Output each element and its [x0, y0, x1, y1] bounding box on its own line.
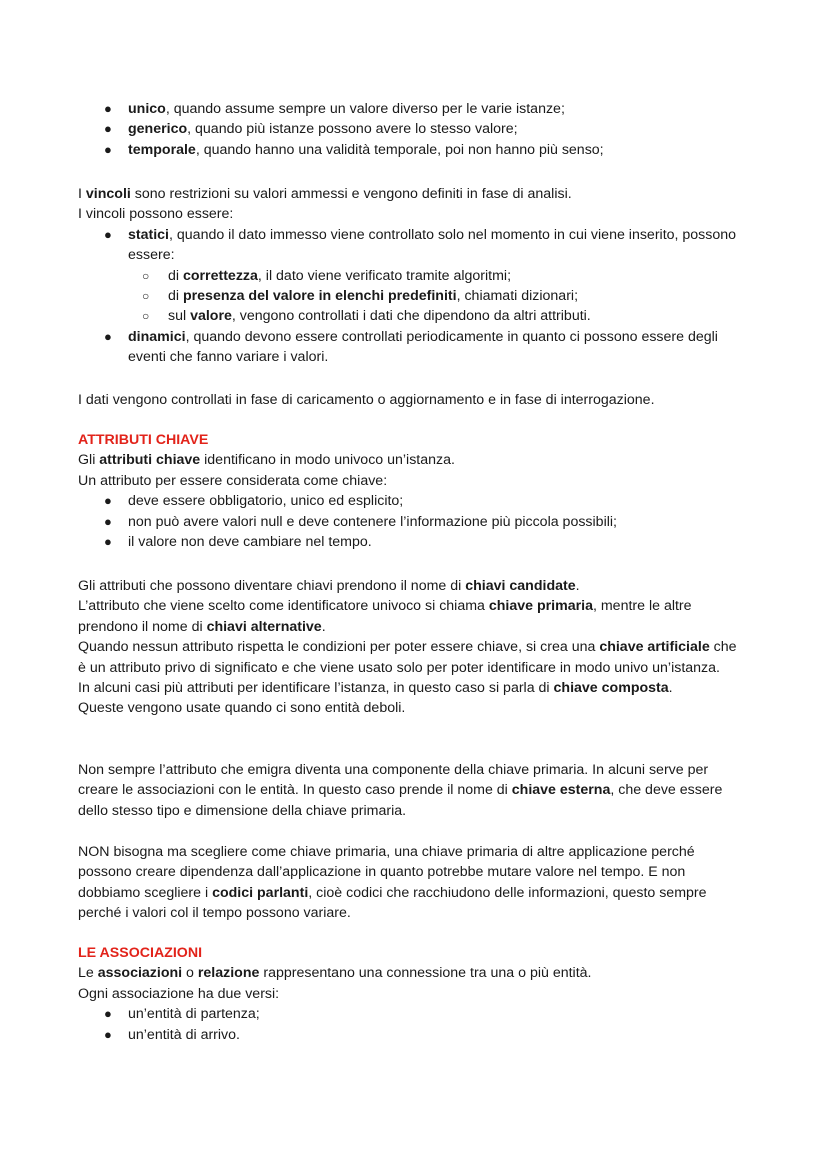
paragraph: I dati vengono controllati in fase di caricamento o aggiornamento e in fase di interrogazione. [78, 392, 655, 408]
disc-bullet-icon: ● [104, 534, 112, 550]
disc-bullet-icon: ● [104, 328, 112, 344]
term: unico [128, 101, 166, 117]
list-item: ● statici, quando il dato immesso viene controllato solo nel momento in cui viene inserito, possono essere: ○ di correttezza, il dato viene verificato tramite algoritmi; ○ di presenza del valore in elenchi predefiniti, chiamati dizionari; ○ sul valore, vengono controllati i dati che dipendono da altri attributi. [78, 225, 748, 327]
disc-bullet-icon: ● [104, 121, 112, 137]
sub-list-item: ○ di presenza del valore in elenchi predefiniti, chiamati dizionari; [78, 286, 748, 306]
section-heading: ATTRIBUTI CHIAVE [78, 432, 209, 448]
chiavi-paragraphs [78, 576, 748, 719]
term: temporale [128, 141, 196, 158]
paragraph: Gli attributi chiave identificano in modo univoco un’istanza. [78, 452, 455, 469]
paragraph: NON bisogna ma scegliere come chiave primaria, una chiave primaria di altre applicazione perché possono creare dipendenza dall’applicazione in quanto potrebbe mutare valore nel tempo. E non dobbiamo scegliere i codici parlanti, cioè codici che racchiudono delle informazioni, questo sempre perché i valori col il tempo possono variare. [78, 844, 707, 922]
circle-bullet-icon: ○ [142, 309, 150, 324]
list-item: ● deve essere obbligatorio, unico ed esplicito; [78, 491, 748, 511]
list-item: ● dinamici, quando devono essere controllati periodicamente in quanto ci possono essere degli eventi che fanno variare i valori. [104, 328, 718, 366]
attributi-chiave-section [78, 430, 748, 552]
list-item: ● un’entità di arrivo. [78, 1025, 748, 1045]
disc-bullet-icon: ● [104, 493, 112, 509]
paragraph: Quando nessun attributo rispetta le condizioni per poter essere chiave, si crea una chiave artificiale che è un attributo privo di significato e che viene usato solo per poter identificare in modo univo un’istanza. [78, 639, 737, 676]
paragraph: Un attributo per essere considerata come chiave: [78, 472, 388, 489]
list-item: ● non può avere valori null e deve contenere l’informazione più piccola possibili; [78, 512, 748, 532]
paragraph: Non sempre l’attributo che emigra diventa una componente della chiave primaria. In alcuni serve per creare le associazioni con le entità. In questo caso prende il nome di chiave esterna, che deve essere dello stesso tipo e dimensione della chiave primaria. [78, 762, 723, 819]
disc-bullet-icon: ● [104, 101, 112, 116]
paragraph: I vincoli possono essere: [78, 206, 234, 223]
paragraph: L’attributo che viene scelto come identificatore univoco si chiama chiave primaria, mentre le altre prendono il nome di chiavi alternative. [78, 598, 692, 635]
attribute-types-list [78, 99, 748, 160]
disc-bullet-icon: ● [104, 1006, 112, 1022]
section-heading: LE ASSOCIAZIONI [78, 945, 203, 961]
paragraph: Gli attributi che possono diventare chiavi prendono il nome di chiavi candidate. [78, 578, 580, 594]
list-item: ● il valore non deve cambiare nel tempo. [78, 532, 748, 552]
list-item [78, 119, 748, 139]
list-item [78, 140, 748, 160]
associazioni-section [78, 943, 748, 1045]
item-text: , quando hanno una validità temporale, poi non hanno più senso; [195, 141, 604, 158]
disc-bullet-icon: ● [104, 141, 112, 157]
sub-list-item: ○ di correttezza, il dato viene verificato tramite algoritmi; [78, 266, 748, 286]
term: generico [128, 121, 188, 138]
paragraph: In alcuni casi più attributi per identificare l’istanza, in questo caso si parla di chiave composta. [78, 680, 673, 697]
vincoli-section [78, 184, 748, 368]
paragraph: I vincoli sono restrizioni su valori ammessi e vengono definiti in fase di analisi. [78, 186, 572, 202]
paragraph: Ogni associazione ha due versi: [78, 985, 280, 1002]
paragraph: Queste vengono usate quando ci sono entità deboli. [78, 700, 406, 717]
key-requirements-list [78, 491, 748, 552]
sub-list-item: ○ sul valore, vengono controllati i dati che dipendono da altri attributi. [78, 306, 748, 326]
vincoli-list [78, 225, 748, 368]
associazioni-list [78, 1004, 748, 1045]
paragraph: Le associazioni o relazione rappresentano una connessione tra una o più entità. [78, 965, 592, 982]
disc-bullet-icon: ● [104, 513, 112, 529]
circle-bullet-icon: ○ [142, 289, 150, 304]
circle-bullet-icon: ○ [142, 268, 150, 283]
list-item: ● un’entità di partenza; [78, 1004, 748, 1024]
item-text: , quando più istanze possono avere lo stesso valore; [187, 121, 518, 138]
item-text: , quando assume sempre un valore diverso per le varie istanze; [165, 101, 565, 117]
list-item [78, 99, 748, 119]
disc-bullet-icon: ● [104, 226, 112, 242]
disc-bullet-icon: ● [104, 1026, 112, 1042]
statici-sublist [78, 266, 748, 327]
